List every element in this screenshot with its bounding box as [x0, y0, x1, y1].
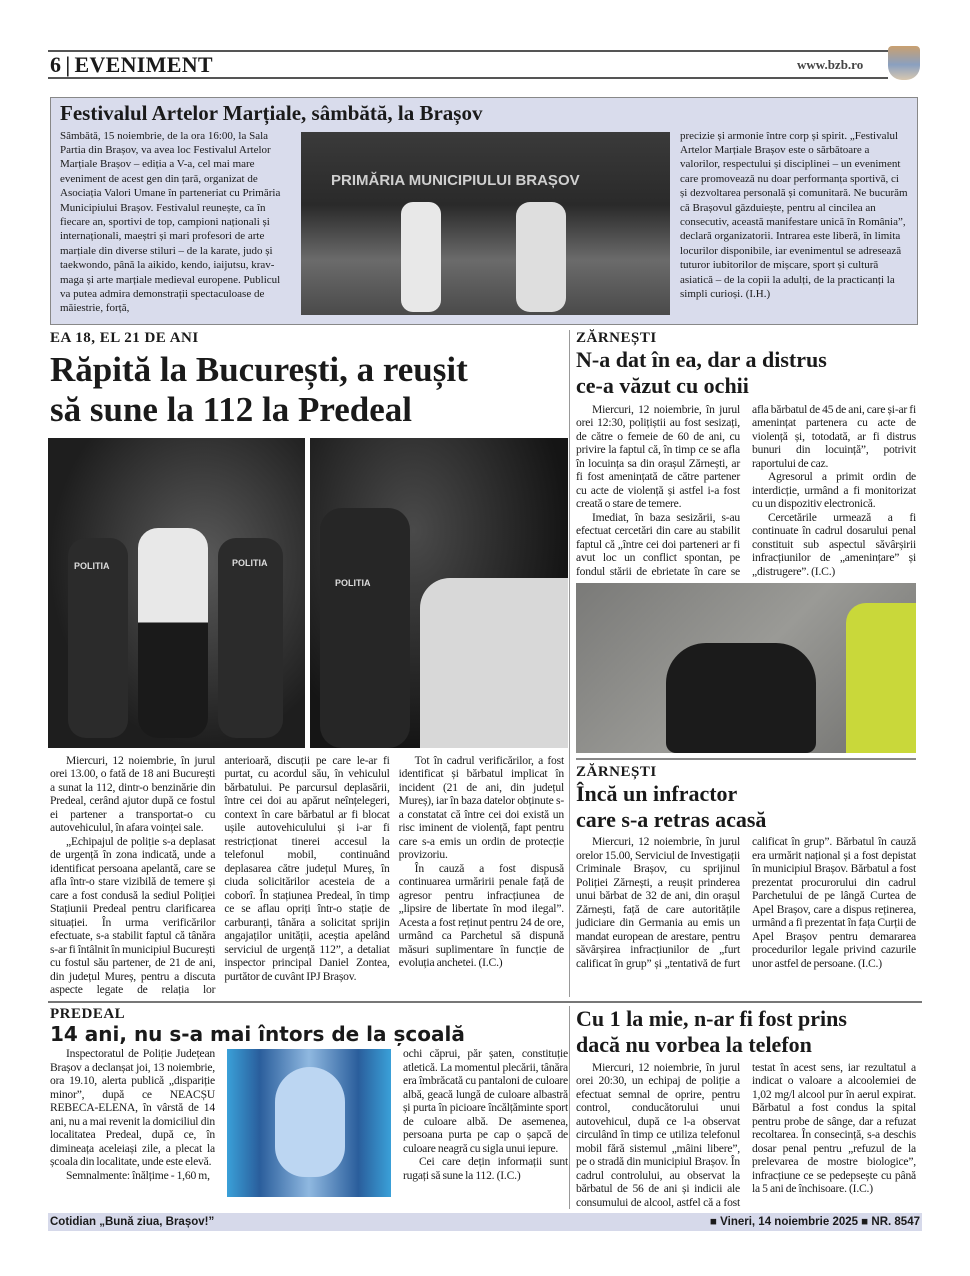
headline-line2: care s-a retras acasă [576, 807, 767, 833]
main-photo-right [310, 438, 568, 748]
fighter-left [401, 202, 441, 312]
issue-date: Vineri, 14 noiembrie 2025 [720, 1216, 859, 1229]
section-divider [576, 758, 916, 760]
main-article-body [50, 754, 564, 997]
headline-line1: N-a dat în ea, dar a distrus [576, 346, 827, 372]
paragraph: „Echipajul de poliție s-a deplasat de urgență în zona indicată, unde a identificat persoana apelantă, care se afla într-o stare vizibilă de temere și care a fost condusă la sediul Poliției Stațiunii Predeal pentru clarificarea situației. În urma verificărilor efectuate, s-a stabilit faptul că tânăra s-ar fi întâlnit în municipiul București cu fostul său partener, de 21 de ani, din județul Mureș, pentru a discuta aspecte legate de relația lor anterioară, discuții pe care le-ar fi purtat, cu acordul său, în vehiculul bărbatului. Pe parcursul deplasării, între cei doi au apărut neînțelegeri, context în care bărbatul ar fi blocat ușile autovehiculului și i-ar fi restricționat tinerei accesul la telefonul mobil, continuând deplasarea către județul Mureș, în ciuda solicitărilor acesteia de a coborî. În stațiunea Predeal, în timp ce se aflau opriți într-o stație de carburanți, tânăra a solicitat sprijin angajaților unității, aceștia apelând serviciul de urgență 112”, a detaliat inspector principal Daniel Zontea, purtător de cuvânt IPJ Brașov. [50, 753, 390, 997]
zarnesti1-photo [576, 583, 916, 753]
coat-of-arms-icon [888, 46, 920, 80]
issue-number: NR. 8547 [871, 1216, 920, 1229]
paragraph: ochi căprui, păr șaten, constituție atletică. La momentul plecării, tânăra era îmbrăcată cu pantaloni de culoare albă, geacă lungă de culoare albastră și purta în picioare încălțăminte sport de culoare albă. De asemenea, persoana purta pe cap o șapcă de culoare neagră cu sigla unui iepure. [403, 1047, 568, 1155]
issue-info [710, 1213, 920, 1231]
main-photo-left [48, 438, 305, 748]
alcool-article [570, 1006, 916, 1210]
fighter-right [516, 202, 566, 312]
police-officer [320, 508, 410, 748]
girl-figure [138, 528, 208, 738]
paragraph: Inspectoratul de Poliție Județean Brașov a declanșat joi, 13 noiembrie, ora 19.10, alerta publică „dispariție minor”, după ce NEACȘU REBECA-ELENA, în vârstă de 14 ani, nu a mai revenit la domiciliul din localitatea Predeal, după ce, în dimineața aceleiași zile, a plecat la școala din localitate, unde este elevă. [50, 1047, 215, 1169]
predeal-article [48, 1006, 570, 1210]
predeal-row [48, 1047, 568, 1197]
zarnesti1-body [576, 403, 916, 579]
festival-text-right: precizie și armonie între corp și spirit. „Festivalul Artelor Marțiale Brașov este o sărbătoare a valorilor, respectului și disciplinei – un eveniment care promovează nu doar performanța sportivă, ci și dezvoltarea personală și comunitară. Ne bucurăm că Brașovul găzduiește, pentru al cincilea an consecutiv, această manifestare unică în România”, declară organizatorii. Intrarea este liberă, în limita locurilor disponibile, iar evenimentul se adresează tuturor iubitorilor de mișcare, sport și cultură asiatică – de la copii la adulți, de la practicanți la simpli curioși. (I.H.) [680, 129, 908, 300]
alcool-body [576, 1061, 916, 1210]
paragraph: Cei care dețin informații sunt rugați să sune la 112. (I.C.) [403, 1155, 568, 1182]
square-bullet-icon: ■ [710, 1216, 717, 1229]
main-headline-line1: Răpită la București, a reușit [50, 349, 468, 389]
page-content [48, 97, 922, 1231]
publication-name: Cotidian „Bună ziua, Brașov!” [50, 1216, 215, 1229]
paragraph: În cauză a fost dispusă continuarea urmăririi penale față de agresor pentru infracțiunea de „lipsire de libertate în mod ilegal”. Acesta a fost reținut pentru 24 de ore, urmând ca Parchetul să dispună măsuri suplimentare în funcție de evoluția anchetei. (I.C.) [398, 861, 564, 970]
zarnesti1-headline [576, 347, 916, 399]
photo-banner: PRIMĂRIA MUNICIPIULUI BRAȘOV [331, 171, 580, 189]
headline-line1: Cu 1 la mie, n-ar fi fost prins [576, 1005, 847, 1031]
police-label: POLITIA [74, 560, 110, 571]
page-number: 6 [50, 52, 62, 77]
paragraph: Semnalmente: înălțime - 1,60 m, [66, 1168, 210, 1182]
page-section-header: 6 | EVENIMENT [50, 52, 213, 77]
main-headline [50, 350, 564, 430]
main-kicker: EA 18, EL 21 DE ANI [50, 329, 199, 346]
paragraph: Miercuri, 12 noiembrie, în jurul orei 12:30, polițiștii au fost sesizați, de către o femeie de 60 de ani, cu privire la faptul că, în timp ce se afla în locuința sa din orașul Zărnești, ar fi fost amenințată de către partener cu acte de violență și astfel i-a fost creată o stare de temere. [576, 402, 740, 511]
predeal-body-left [50, 1047, 215, 1182]
page-footer [48, 1213, 922, 1231]
festival-text-left: Sâmbătă, 15 noiembrie, de la ora 16:00, la Sala Partia din Brașov, va avea loc Festivalul Artelor Marțiale Brașov – ediția a V-a, cel mai mare eveniment de acest gen din țară, organizat de Asociația Valori Umane în parteneriat cu Primăria Municipiului Brașov. Festivalul reunește, ca în fiecare an, sportivi de top, campioni naționali și internaționali, maeștri și mari profesori de arte marțiale din diverse stiluri – de la karate, judo și taekwondo, până la aikido, kendo, iaijutsu, krav-maga și arte marțiale medieval europene. Publicul va putea admira demonstrații spectaculoase de măiestrie, forță, [60, 129, 281, 315]
festival-photo [301, 132, 670, 315]
face [275, 1067, 345, 1177]
paragraph: Miercuri, 12 noiembrie, în jurul orei 20:30, un echipaj de poliție a efectuat semnal de oprire, pentru control, conducătorului unui autovehicul, după ce l-a observat circulând în timp ce utiliza telefonul mobil fără sistemul „mâini libere”, pe o stradă din municipiul Brașov. În cadrul controlului, au observat la bărbatul de 56 de ani și indicii ale consumului de alcool, astfel că a fost testat în acest sens, iar rezultatul a indicat o valoare a alcoolemiei de 1,02 mg/l alcool pur în aerul expirat. Bărbatul a fost condus la spital pentru probe de sânge, dar a refuzat recoltarea. În consecință, s-a deschis dosar penal pentru „refuzul de la prelevarea de mostre biologice”, infracțiune ce se pedepsește cu până la 5 ani de închisoare. (I.C.) [576, 1060, 916, 1209]
paragraph: Cercetările urmează a fi continuate în cadrul dosarului penal constituit sub aspectul săvârșirii infracțiunilor de „amenințare” și „distrugere”. (I.C.) [752, 510, 916, 578]
bottom-section [48, 1001, 922, 1210]
middle-section [48, 330, 922, 997]
headline-line2: dacă nu vorbea la telefon [576, 1031, 812, 1057]
police-officer [218, 538, 283, 738]
white-car [420, 578, 568, 748]
headline-line2: ce-a văzut cu ochii [576, 372, 749, 398]
paragraph: Tot în cadrul verificărilor, a fost identificat și bărbatul implicat în incident (21 de ani, din județul Mureș), iar în baza datelor obținute s-a constatat că între cei doi există un risc iminent de violență, fapt pentru care s-a emis un ordin de protecție provizoriu. [398, 753, 564, 862]
main-article [48, 330, 570, 997]
shoe [666, 643, 816, 753]
right-column [570, 330, 916, 997]
main-photos [48, 438, 564, 748]
zarnesti2-headline [576, 781, 916, 833]
main-headline-line2: să sune la 112 la Predeal [50, 389, 413, 429]
predeal-kicker: PREDEAL [50, 1005, 126, 1022]
header-bottom-rule [48, 77, 888, 79]
zarnesti1-kicker: ZĂRNEȘTI [576, 329, 657, 346]
festival-title: Festivalul Artelor Marțiale, sâmbătă, la Brașov [60, 101, 483, 125]
headline-line1: Încă un infractor [576, 781, 738, 807]
website-url[interactable]: www.bzb.ro [797, 57, 864, 72]
predeal-headline: 14 ani, nu s-a mai întors de la școală [50, 1021, 465, 1046]
predeal-body-right [403, 1047, 568, 1182]
festival-box [50, 97, 918, 325]
paragraph: Agresorul a primit ordin de interdicție, urmând a fi monitorizat cu un dispozitiv electronică. [752, 470, 916, 511]
police-label: POLITIA [335, 577, 371, 588]
zarnesti2-kicker: ZĂRNEȘTI [576, 764, 657, 781]
paragraph: Imediat, în baza sesizării, s-au efectuat cercetări din care au stabilit faptul că „între cei doi parteneri ar fi avut loc un conflict spontan, pe fondul stării de ebrietate în care se afla bărbatul de 45 de ani, care și-ar fi amenințat partenera cu acte de violență și, totodată, ar fi distrus bunuri din locuință”, potrivit raportului de caz. [576, 402, 916, 578]
alcool-headline [576, 1006, 916, 1058]
section-name: EVENIMENT [74, 52, 213, 77]
police-vest [846, 603, 916, 753]
paragraph: Miercuri, 12 noiembrie, în jurul orei 13.00, o fată de 18 ani București a sunat la 112, dintr-o benzinărie din Predeal, cerând ajutor după ce fostul ei partener a transportat-o cu autovehiculul, în afara voinței sale. [50, 753, 216, 835]
square-bullet-icon: ■ [861, 1216, 869, 1229]
paragraph: Miercuri, 12 noiembrie, în jurul orelor 15.00, Serviciul de Investigații Criminale Brașov, cu sprijinul Poliției Zărnești, a reușit prinderea unui bărbat de 32 de ani, din orașul Zărnești, față de care autoritățile judiciare din Germania au emis un mandat european de arestare, pentru săvârșirea infracțiunilor de „furt calificat în grup” și „tentativă de furt calificat în grup”. Bărbatul în cauză era urmărit național și a fost depistat în municipiul Brașov. Bărbatul a fost prezentat procurorului din cadrul Parchetului de pe lângă Curtea de Apel Brașov, care a dispus reținerea, urmând a fi prezentat în fața Curții de Apel Brașov pentru demararea procedurilor legale privind cazurile unor astfel de persoane. (I.C.) [576, 835, 916, 970]
police-label: POLITIA [232, 557, 268, 568]
zarnesti2-body [576, 835, 916, 970]
missing-girl-photo [227, 1049, 391, 1197]
